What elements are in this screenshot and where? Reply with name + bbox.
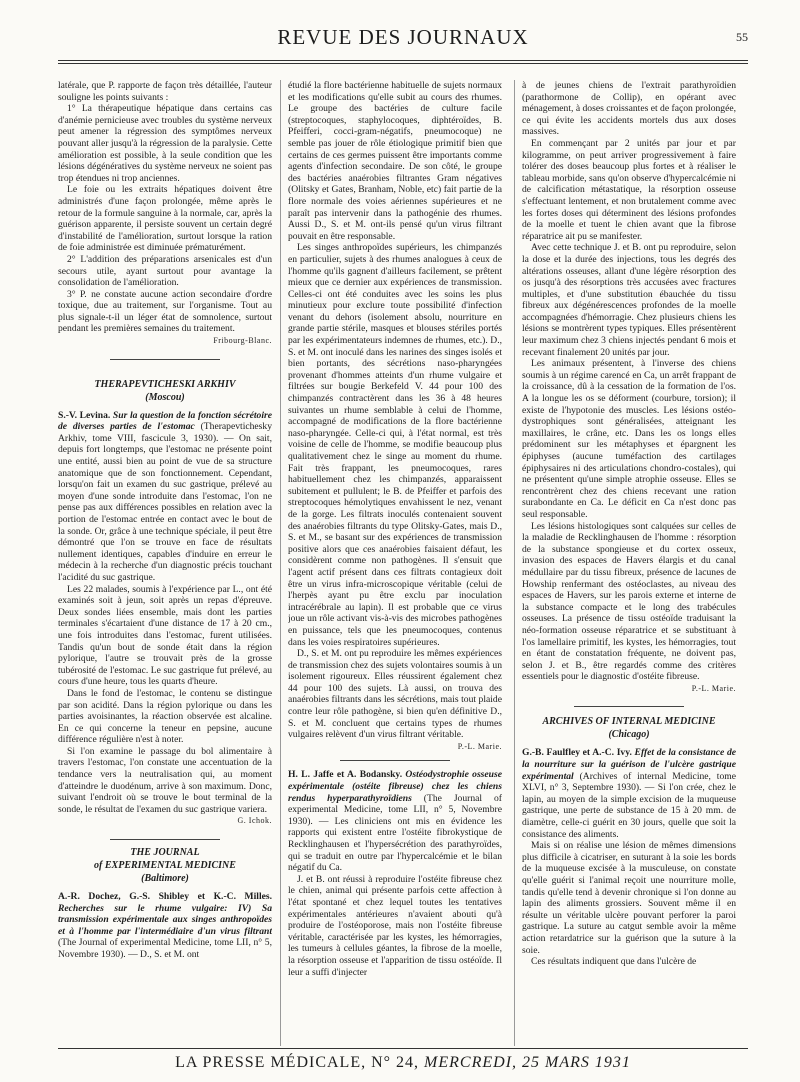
header-rule xyxy=(58,60,748,61)
footer-rule xyxy=(58,1048,748,1049)
section-rule xyxy=(340,760,450,761)
paragraph: Avec cette technique J. et B. ont pu reproduire, selon la dose et la durée des injections, tous les degrés des altérations osseuses, allant d'une légère résorption des os jusqu'à des résorptions très accusées avec fractures multiples, et d'une substitution ébauchée du tissu fibreux aux dégénérescences profondes de la moelle accompagnées d'hémorragie. Chez plusieurs chiens les lésions se montrèrent types typiques. Elles présentèrent leur maximum chez 3 chiens injectés pendant 6 mois et recevant finalement 20 unités par jour. xyxy=(522,242,736,358)
page-footer xyxy=(58,1054,748,1072)
journal-title-line2: of EXPERIMENTAL MEDICINE xyxy=(94,860,236,872)
column-right xyxy=(522,80,736,1046)
signature: Fribourg-Blanc. xyxy=(213,336,272,346)
paragraph: Ces résultats indiquent que dans l'ulcère de xyxy=(531,956,697,968)
journal-title: THE JOURNAL xyxy=(130,847,200,859)
paragraph: Le foie ou les extraits hépatiques doivent être administrés d'une façon prolongée, même après le retour de la formule sanguine à la normale, car, après la guérison apparente, il persiste souvent un certain degré d'instabilité de l'amélioration, surtout lorsque la ration de foie administrée est diminuée prématurément. xyxy=(58,184,272,254)
journal-place: (Baltimore) xyxy=(141,873,189,885)
column-divider xyxy=(514,80,515,1046)
paragraph: Les 22 malades, soumis à l'expérience par L., ont été examinés soit à jeun, soit après un repas d'épreuve. Deux sondes liées ensemble, mais dont les parties terminales s'écartaient d'une distance de 17 à 20 cm., une fois introduites dans l'estomac, furent utilisées. Tandis qu'un bout de sonde était dans la région pylorique, l'autre se trouvait près de la grosse tubérosité de l'estomac. Le suc gastrique fut prélevé, au cours d'une heure, tous les quarts d'heure. xyxy=(58,583,272,688)
article-body: (The Journal of experimental Medicine, tome LII, n° 5, Novembre 1930). — Les cliniciens ont mis en évidence les rapports qui existent entre l'ostéite fibrokystique de Recklinghausen et l'hypersécrétion des parathyroïdes, qui se traduit en outre par l'hypercalcémie et le bilan négatif du Ca. xyxy=(288,792,502,874)
article-authors: S.-V. Levina. xyxy=(58,409,111,421)
paragraph: 1° La thérapeutique hépatique dans certains cas d'anémie pernicieuse avec troubles du système nerveux peut amener la régression des symptômes nerveux pouvant aller jusqu'à la régression de la paralysie. Cette amélioration est possible, à la seule condition que les lésions dégénératives du système nerveux ne soient pas trop étendues ni trop anciennes. xyxy=(58,103,272,184)
column-divider xyxy=(280,80,281,1046)
footer-date: MERCREDI, 25 MARS 1931 xyxy=(424,1054,631,1071)
article-body: (The Journal of experimental Medicine, tome LII, n° 5, Novembre 1930). — D., S. et M. ont xyxy=(58,937,272,960)
paragraph: D., S. et M. ont pu reproduire les mêmes expériences de transmission chez des sujets volontaires soumis à un isolement rigoureux. Elles réussirent également chez 44 pour 100 des sujets. Là aussi, on trouva des anaérobies filtrants dans les sécrétions, mais tout plaide contre leur rôle pathogène, si bien qu'en définitive D., S. et M. concluent que certains types de rhumes vulgaires relèvent d'un virus filtrant véritable. xyxy=(288,648,502,741)
journal-place: (Chicago) xyxy=(608,729,650,741)
paragraph: Si l'on examine le passage du bol alimentaire à travers l'estomac, l'on constate une accentuation de la tendance vers la neutralisation qui, au moment d'atteindre le duodénum, arrive à son maximum. Donc, suivant l'endroit où se trouve le bout terminal de la sonde, le résultat de l'examen du suc gastrique variera. xyxy=(58,745,272,815)
paragraph: 3° P. ne constate aucune action secondaire d'ordre toxique, due au traitement, sur l'organisme. Tout au plus signale-t-il un léger état de somnolence, surtout pendant les premières semaines du traitement. xyxy=(58,288,272,335)
page-header xyxy=(58,22,748,58)
signature: P.-L. Marie. xyxy=(457,741,502,751)
paragraph: Les animaux présentent, à l'inverse des chiens soumis à un régime carencé en Ca, un arrêt frappant de la croissance, dû à la cessation de la formation de l'os. A la longue les os se déforment (courbure, torsion); il existe de l'hypotonie des muscles. Les lésions ostéo-dystrophiques sont généralisées, atteignant les maxillaires, le crâne, etc. Dans les os longs elles prédominent sur les métaphyses et épargnent les épiphyses (aucune tuméfaction des cartilages épiphysaires ni des articulations chondro-costales), qui ne présentent qu'une simple atrophie osseuse. Elles se rencontrèrent chez des chiens recevant une ration surabondante en Ca. Le déficit en Ca n'est donc pas seul responsable. xyxy=(522,358,736,520)
article-authors: G.-B. Faulfley et A.-C. Ivy. xyxy=(522,747,632,759)
article-authors: H. L. Jaffe et A. Bodansky. xyxy=(288,769,403,781)
article-body: (Archives of internal Medicine, tome XLVI, n° 3, Septembre 1930). — Si l'on crée, chez le lapin, au moyen de la simple excision de la muqueuse gastrique, une perte de substance de 15 à 20 mm. de diamètre, celle-ci guérit en 30 jours, quelle que soit la consistance des aliments. xyxy=(522,770,736,840)
paragraph: à de jeunes chiens de l'extrait parathyroïdien (parathormone de Collip), en opérant avec ménagement, à doses croissantes et de façon prolongée, ce qui évite les accidents mortels dus aux doses massives. xyxy=(522,80,736,138)
journal-title: THERAPEVTICHESKI ARKHIV xyxy=(94,378,236,390)
paragraph: En commençant par 2 unités par jour et par kilogramme, on peut arriver progressivement à faire tolérer des doses beaucoup plus fortes et à réaliser le tableau morbide, sans qu'on observe d'hypercalcémie ni de calcification métastatique, la résorption osseuse s'effectuant lentement, et non brutalement comme avec les fortes doses qui déterminent des lésions profondes de la moelle et tuent le chien avant que la fibrose réparatrice ait pu se manifester. xyxy=(522,137,736,242)
signature: G. Ichok. xyxy=(237,816,272,826)
page-number: 55 xyxy=(736,30,748,44)
article-title: Sur la question de la fonction sécrétoire de diverses parties de l'estomac xyxy=(58,409,272,433)
section-rule xyxy=(574,706,684,707)
paragraph: Les singes anthropoïdes supérieurs, les chimpanzés en particulier, sujets à des rhumes analogues à ceux de l'homme qu'ils gagnent d'ailleurs facilement, se prêtent mieux que ce dernier aux expériences de transmission. Celles-ci ont été conduites avec les soins les plus minutieux pour exclure toute possibilité d'infection venant du dehors (isolement absolu, nourriture en grande partie stérile, masques et blouses stériles portés par les expérimentateurs indemnes de rhumes, etc.). D., S. et M. ont inoculé dans les narines des singes isolés et bien portants, des sécrétions naso-pharyngées provenant d'hommes atteints d'un rhume vulgaire et filtrées sur bougie Berkefeld V. 44 pour 100 des chimpanzés contractèrent dans les 36 à 48 heures suivantes un rhume semblable à celui de l'homme, accompagné de modifications de la flore bactérienne naso-pharyngée. Celle-ci qui, à l'état normal, est très voisine de celle de l'homme, se modifie beaucoup plus qualitativement chez le singe au moment du rhume. Fait très frappant, les pneumocoques, rares habituellement chez les chimpanzés, apparaissent subitement et pullulent; le B. de Pfeiffer et parfois des streptocoques hémolytiques envahissent le nez, venant de la gorge. Les filtrats inoculés contenaient souvent des anaérobies filtrants du type Olitsky-Gates, mais D., S. et M., se basant sur des expériences de transmission positive alors que ces anaérobies faisaient défaut, les considèrent comme non pathogènes. Il s'ensuit que l'agent actif présent dans ces filtrats contagieux doit être un virus infra-microscopique véritable (celui de l'herpès ayant pu être exclu par inoculation intracérébrale au lapin). Il est probable que ce virus joue un rôle activant vis-à-vis des microbes pathogènes en puissance, tels que les pneumocoques, contenus dans les voies respiratoires supérieures. xyxy=(288,242,502,648)
paragraph: étudié la flore bactérienne habituelle de sujets normaux et les modifications qu'elle subit au cours des rhumes. Le groupe des bactéries de culture facile (streptocoques, staphylocoques, diphtéroïdes, B. Pfeifferi, cocci-gram-négatifs, pneumocoque) ne semble pas jouer de rôle étiologique primitif bien que certains de ces germes puissent être importants comme agents d'infection secondaire. De son côté, le groupe des bactéries anaérobies filtrantes Gram négatives (Olitsky et Gates, Branham, Noble, etc) fait partie de la flore normale des voies aériennes supérieures et ne paraît pas intervenir dans la pathogénie des rhumes. Aussi D., S. et M. ont-ils pensé qu'un virus filtrant pouvait en être responsable. xyxy=(288,80,502,242)
article-title: Effet de la consistance de la nourriture sur la guérison de l'ulcère gastrique expérimental xyxy=(522,747,736,782)
article-abstract xyxy=(58,891,272,961)
article-title: Ostéodystrophie osseuse expérimentale (ostéite fibreuse) chez les chiens rendus hyperparathyroïdiens xyxy=(288,769,502,804)
journal-place: (Moscou) xyxy=(145,391,185,403)
paragraph: Mais si on réalise une lésion de mêmes dimensions plus difficile à cicatriser, en suturant à la soie les bords de la muqueuse excisée à la musculeuse, on constate qu'elle guérit si l'animal reçoit une nourriture molle, tandis qu'elle tend à devenir chronique si l'on donne au lapin des aliments grossiers. Souvent même il en résulte un véritable ulcère pouvant perforer la paroi gastrique. La suture au catgut semble avoir la même action retardatrice sur la guérison que la suture à la soie. xyxy=(522,840,736,956)
article-title: Recherches sur le rhume vulgaire: IV) Sa transmission expérimentale aux singes anthropoïdes et à l'homme par l'intermédiaire d'un virus filtrant xyxy=(58,902,272,937)
paragraph: J. et B. ont réussi à reproduire l'ostéite fibreuse chez le chien, animal qui présente parfois cette affection à l'état spontané et chez lequel toutes les tentatives expérimentales antérieures n'avaient abouti qu'à produire de l'ostéoporose, mais non l'ostéite fibreuse véritable, caractérisée par les kystes, les hémorragies, les tumeurs à cellules géantes, la fibrose de la moelle, la résorption osseuse et l'apparition de tissu ostéoïde. Il leur a suffi d'injecter xyxy=(288,873,502,978)
article-abstract xyxy=(58,410,272,584)
paragraph: Les lésions histologiques sont calquées sur celles de la maladie de Recklinghausen de l'homme : résorption de la substance spongieuse et du cortex osseux, invasion des espaces de Havers élargis et du canal médullaire par du tissu fibreux, présence de lacunes de Howship renfermant des ostéoclastes, au niveau des espaces de Havers, sur les parois externe et interne de la substance compacte et le long des trabécules osseuses. La présence de tissu ostéoïde traduisant la néo-formation osseuse réparatrice et se substituant à l'os lamellaire primitif, les kystes, les hémorragies, tout en étant de constatation fréquente, ne doivent pas, selon J. et B., être regardés comme des critères essentiels pour le diagnostic d'ostéite fibreuse. xyxy=(522,520,736,683)
column-left xyxy=(58,80,272,1046)
running-title: REVUE DES JOURNAUX xyxy=(277,25,529,49)
footer-journal: LA PRESSE MÉDICALE, N° 24, xyxy=(175,1054,420,1071)
article-abstract xyxy=(288,769,502,873)
paragraph: latérale, que P. rapporte de façon très détaillée, l'auteur souligne les points suivants : xyxy=(58,80,272,103)
journal-title: ARCHIVES OF INTERNAL MEDICINE xyxy=(542,716,716,728)
header-rule-double xyxy=(58,63,748,64)
signature: P.-L. Marie. xyxy=(691,683,736,693)
article-authors: A.-R. Dochez, G.-S. Shibley et K.-C. Milles. xyxy=(58,891,272,903)
column-middle xyxy=(288,80,502,1046)
article-abstract xyxy=(522,747,736,840)
paragraph: 2° L'addition des préparations arsenicales est d'un secours utile, ayant surtout pour avantage la consolidation de l'amélioration. xyxy=(58,253,272,289)
article-body: (Therapevtichesky Arkhiv, tome VIII, fascicule 3, 1930). — On sait, depuis fort longtemps, que l'estomac ne présente point une entité, aussi bien au point de vue de sa structure anatomique que de son fonctionnement. Cependant, lorsqu'on fait un examen du suc gastrique, prélevé au moyen d'une sonde introduite dans l'estomac, l'on ne pense pas aux différences possibles en relation avec la portion de l'estomac entrée en contact avec le bout de la sonde. Or, grâce à une technique spéciale, il peut être démontré que l'on se trouve en face de résultats nullement identiques, capables d'induire en erreur le médecin à la recherche d'un diagnostic précis touchant l'acidité du suc gastrique. xyxy=(58,421,272,583)
paragraph: Dans le fond de l'estomac, le contenu se distingue par son acidité. Dans la région pylorique ou dans les parties avoisinantes, la réaction observée est alcaline. En ce qui concerne la teneur en pepsine, aucune différence régulière n'est à noter. xyxy=(58,687,272,746)
section-rule xyxy=(110,839,220,840)
section-rule xyxy=(110,359,220,360)
